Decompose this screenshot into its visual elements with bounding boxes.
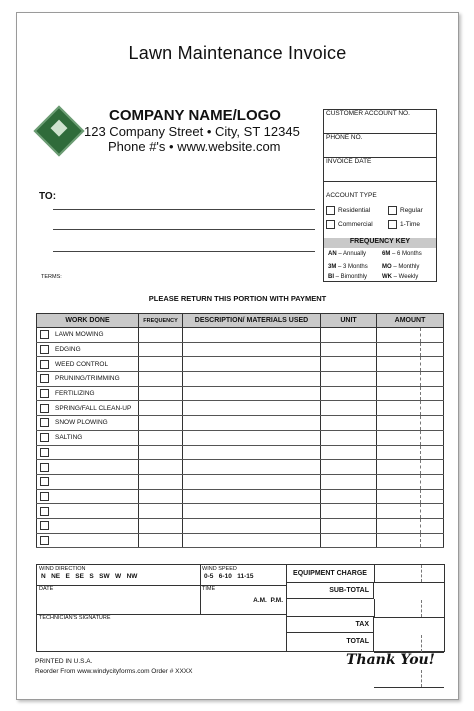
address-line-2[interactable]	[53, 229, 315, 230]
amount-cell[interactable]	[377, 445, 444, 460]
checkbox[interactable]	[40, 360, 49, 369]
phone-field[interactable]: PHONE NO.	[324, 134, 436, 158]
frequency-cell[interactable]	[139, 474, 183, 489]
subtotal-amount[interactable]	[374, 600, 444, 618]
description-cell[interactable]	[183, 430, 321, 445]
amount-cell[interactable]	[377, 460, 444, 475]
header-unit: UNIT	[321, 314, 377, 328]
checkbox[interactable]	[40, 345, 49, 354]
description-cell[interactable]	[183, 504, 321, 519]
company-address: 123 Company Street • City, ST 12345	[84, 124, 300, 139]
unit-cell[interactable]	[321, 489, 377, 504]
description-cell[interactable]	[183, 489, 321, 504]
header-frequency: FREQUENCY	[139, 314, 183, 328]
table-row	[37, 401, 444, 416]
work-item-label: SPRING/FALL CLEAN-UP	[55, 405, 132, 412]
table-row	[37, 489, 444, 504]
description-cell[interactable]	[183, 357, 321, 372]
amount-cell[interactable]	[377, 430, 444, 445]
checkbox[interactable]	[40, 463, 49, 472]
unit-cell[interactable]	[321, 342, 377, 357]
subtotal-label: SUB-TOTAL	[286, 582, 374, 599]
to-label: TO:	[39, 191, 57, 202]
freq-row: 3M – 3 Months	[328, 264, 368, 270]
checkbox[interactable]	[40, 418, 49, 427]
equipment-charge-label: EQUIPMENT CHARGE	[286, 565, 375, 583]
work-done-cell[interactable]	[37, 504, 139, 519]
freq-row: BI – Bimonthly	[328, 274, 368, 280]
checkbox[interactable]	[40, 507, 49, 516]
table-row	[37, 504, 444, 519]
account-box	[323, 109, 437, 282]
table-row	[37, 533, 444, 548]
unit-cell[interactable]	[321, 460, 377, 475]
work-done-cell[interactable]	[37, 430, 139, 445]
frequency-cell[interactable]	[139, 357, 183, 372]
frequency-cell[interactable]	[139, 386, 183, 401]
frequency-cell[interactable]	[139, 416, 183, 431]
type-onetime[interactable]: 1-Time	[388, 220, 420, 229]
invoice-title: Lawn Maintenance Invoice	[128, 43, 347, 63]
work-done-cell[interactable]	[37, 416, 139, 431]
equipment-charge-amount[interactable]	[374, 565, 444, 583]
frequency-cell[interactable]	[139, 372, 183, 387]
wind-speed-options: 0-5 6-10 11-15	[204, 573, 254, 580]
checkbox[interactable]	[40, 374, 49, 383]
address-line-3[interactable]	[53, 251, 315, 252]
printed-in-label: PRINTED IN U.S.A.	[35, 658, 93, 665]
table-row	[37, 372, 444, 387]
freq-row: 6M – 6 Months	[382, 251, 422, 257]
table-row	[37, 445, 444, 460]
description-cell[interactable]	[183, 460, 321, 475]
frequency-cell[interactable]	[139, 460, 183, 475]
checkbox[interactable]	[40, 433, 49, 442]
work-item-label: SNOW PLOWING	[55, 419, 108, 427]
tax-label: TAX	[286, 616, 374, 633]
amount-cell[interactable]	[377, 386, 444, 401]
unit-cell[interactable]	[321, 328, 377, 343]
table-row	[37, 342, 444, 357]
description-cell[interactable]	[183, 386, 321, 401]
thank-you-text: Thank You!	[346, 652, 435, 668]
description-cell[interactable]	[183, 372, 321, 387]
unit-cell[interactable]	[321, 372, 377, 387]
amount-cell[interactable]	[377, 342, 444, 357]
work-done-cell[interactable]	[37, 328, 139, 343]
wind-speed-box[interactable]	[200, 565, 287, 586]
type-residential[interactable]: Residential	[326, 206, 370, 215]
date-label: DATE	[39, 586, 54, 592]
work-table	[36, 313, 444, 548]
table-row	[37, 416, 444, 431]
description-cell[interactable]	[183, 416, 321, 431]
time-field[interactable]	[200, 585, 287, 615]
bottom-section	[36, 564, 445, 652]
work-item-label: SALTING	[55, 434, 83, 442]
wind-speed-label: WIND SPEED	[202, 566, 237, 572]
header-amount: AMOUNT	[377, 314, 444, 328]
table-row	[37, 518, 444, 533]
reorder-info: Reorder From www.windycityforms.com Order # XXXX	[35, 668, 193, 675]
blank-summary-cell	[286, 599, 375, 617]
time-label: TIME	[202, 586, 216, 592]
tax-amount[interactable]	[374, 670, 444, 688]
work-done-cell[interactable]	[37, 445, 139, 460]
work-done-cell[interactable]	[37, 518, 139, 533]
table-row	[37, 328, 444, 343]
unit-cell[interactable]	[321, 445, 377, 460]
frequency-cell[interactable]	[139, 328, 183, 343]
amount-cell[interactable]	[377, 504, 444, 519]
frequency-cell[interactable]	[139, 401, 183, 416]
amount-cell[interactable]	[377, 357, 444, 372]
frequency-cell[interactable]	[139, 445, 183, 460]
amount-cell[interactable]	[377, 489, 444, 504]
freq-row: MO – Monthly	[382, 264, 420, 270]
checkbox[interactable]	[40, 477, 49, 486]
description-cell[interactable]	[183, 342, 321, 357]
work-done-cell[interactable]	[37, 342, 139, 357]
company-logo-icon	[34, 106, 85, 157]
company-phone: Phone #'s • www.website.com	[108, 139, 281, 154]
unit-cell[interactable]	[321, 504, 377, 519]
account-type-section	[324, 182, 436, 238]
work-item-label: WEED CONTROL	[55, 360, 109, 368]
header-description: DESCRIPTION/ MATERIALS USED	[183, 314, 321, 328]
table-row	[37, 460, 444, 475]
wind-direction-options: N NE E SE S SW W NW	[41, 573, 138, 580]
amount-cell[interactable]	[377, 518, 444, 533]
type-commercial[interactable]: Commercial	[326, 220, 373, 229]
address-line-1[interactable]	[53, 209, 315, 210]
company-name: COMPANY NAME/LOGO	[109, 107, 281, 124]
amount-cell[interactable]	[377, 533, 444, 548]
description-cell[interactable]	[183, 474, 321, 489]
unit-cell[interactable]	[321, 533, 377, 548]
frequency-cell[interactable]	[139, 533, 183, 548]
description-cell[interactable]	[183, 518, 321, 533]
table-row	[37, 386, 444, 401]
blank-amount[interactable]	[374, 635, 444, 653]
header-work-done: WORK DONE	[37, 314, 139, 328]
unit-cell[interactable]	[321, 430, 377, 445]
unit-cell[interactable]	[321, 474, 377, 489]
return-notice: PLEASE RETURN THIS PORTION WITH PAYMENT	[148, 294, 327, 303]
work-done-cell[interactable]	[37, 386, 139, 401]
customer-account-field[interactable]: CUSTOMER ACCOUNT NO.	[324, 110, 436, 134]
description-cell[interactable]	[183, 533, 321, 548]
technician-signature-field[interactable]	[37, 614, 287, 651]
table-row	[37, 430, 444, 445]
description-cell[interactable]	[183, 328, 321, 343]
work-done-cell[interactable]	[37, 460, 139, 475]
wind-direction-label: WIND DIRECTION	[39, 566, 86, 572]
unit-cell[interactable]	[321, 386, 377, 401]
work-item-label: LAWN MOWING	[55, 331, 104, 339]
invoice-date-field[interactable]: INVOICE DATE	[324, 158, 436, 182]
work-done-cell[interactable]	[37, 474, 139, 489]
ampm-options: A.M. P.M.	[253, 597, 283, 604]
type-regular[interactable]: Regular	[388, 206, 423, 215]
checkbox[interactable]	[40, 521, 49, 530]
work-done-cell[interactable]	[37, 401, 139, 416]
date-field[interactable]	[37, 585, 201, 615]
frequency-cell[interactable]	[139, 342, 183, 357]
checkbox[interactable]	[40, 330, 49, 339]
account-type-label: ACCOUNT TYPE	[326, 192, 377, 199]
signature-label: TECHNICIAN'S SIGNATURE	[39, 615, 111, 621]
description-cell[interactable]	[183, 401, 321, 416]
table-header-row	[37, 314, 444, 328]
work-done-cell[interactable]	[37, 489, 139, 504]
invoice-form	[16, 12, 459, 700]
unit-cell[interactable]	[321, 401, 377, 416]
table-row	[37, 357, 444, 372]
unit-cell[interactable]	[321, 518, 377, 533]
freq-row: WK – Weekly	[382, 274, 419, 280]
checkbox[interactable]	[40, 492, 49, 501]
wind-direction-box[interactable]	[37, 565, 201, 586]
freq-row: AN – Annually	[328, 251, 367, 257]
work-item-label: EDGING	[55, 346, 81, 354]
checkbox[interactable]	[40, 536, 49, 545]
frequency-cell[interactable]	[139, 504, 183, 519]
frequency-key-header: FREQUENCY KEY	[324, 238, 436, 248]
table-row	[37, 474, 444, 489]
checkbox[interactable]	[40, 389, 49, 398]
amount-cell[interactable]	[377, 372, 444, 387]
total-label: TOTAL	[286, 633, 374, 651]
frequency-cell[interactable]	[139, 518, 183, 533]
amount-cell[interactable]	[377, 416, 444, 431]
frequency-cell[interactable]	[139, 430, 183, 445]
checkbox[interactable]	[40, 448, 49, 457]
terms-label: TERMS:	[41, 274, 62, 280]
unit-cell[interactable]	[321, 357, 377, 372]
work-done-cell[interactable]	[37, 357, 139, 372]
work-done-cell[interactable]	[37, 372, 139, 387]
amount-cell[interactable]	[377, 328, 444, 343]
unit-cell[interactable]	[321, 416, 377, 431]
work-item-label: PRUNING/TRIMMING	[55, 375, 120, 383]
work-item-label: FERTILIZING	[55, 390, 95, 398]
frequency-cell[interactable]	[139, 489, 183, 504]
work-done-cell[interactable]	[37, 533, 139, 548]
checkbox[interactable]	[40, 404, 49, 413]
amount-cell[interactable]	[377, 474, 444, 489]
description-cell[interactable]	[183, 445, 321, 460]
amount-cell[interactable]	[377, 401, 444, 416]
